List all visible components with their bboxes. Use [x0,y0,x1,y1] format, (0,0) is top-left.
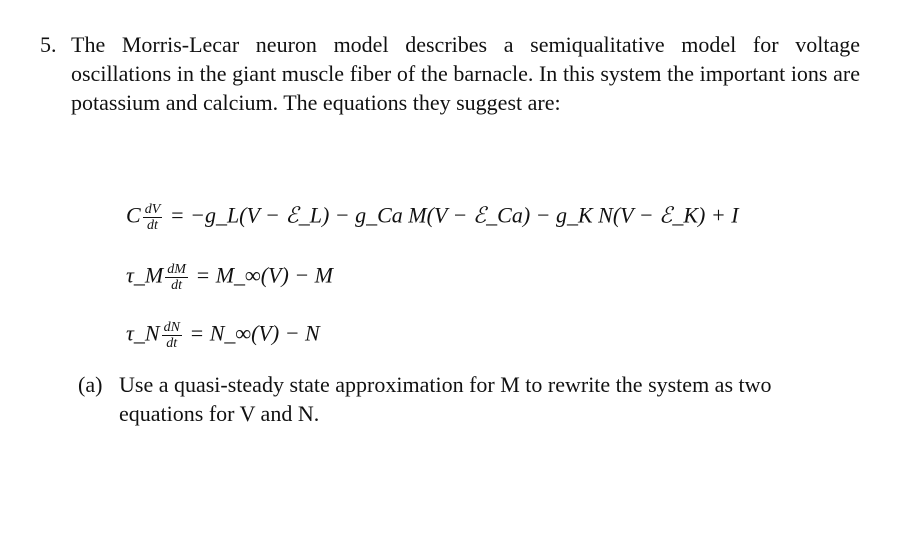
subpart-text: Use a quasi-steady state approximation for M to rewrite the system as two equations for V and N. [119,372,772,426]
equation-rhs: = N_∞(V) − N [189,320,320,346]
problem-number: 5. [40,32,57,57]
equation-rhs: = −g_L(V − ℰ_L) − g_Ca M(V − ℰ_Ca) − g_K N(V − ℰ_K) + I [169,202,739,228]
equation-coefficient: τ_N [126,320,160,346]
derivative-numerator: dM [167,262,186,277]
equation-coefficient: C [126,202,141,228]
derivative-fraction [143,202,163,233]
problem-5 [40,30,860,117]
equation-coefficient: τ_M [126,262,164,288]
equation-voltage [126,202,739,233]
subpart-label: (a) [78,372,103,397]
derivative-numerator: dV [144,202,161,217]
derivative-fraction [165,262,188,293]
derivative-denominator: dt [171,278,182,293]
equation-n-gating [126,320,320,351]
derivative-denominator: dt [147,218,158,233]
derivative-fraction [162,320,182,351]
equation-m-gating [126,262,333,293]
derivative-numerator: dN [163,320,180,335]
subpart-a [78,370,838,428]
equation-rhs: = M_∞(V) − M [195,262,333,288]
problem-statement: The Morris-Lecar neuron model describes a semiqualitative model for voltage oscillations in the giant muscle fiber of the barnacle. In this system the important ions are potassium and calcium. The equations they suggest are: [71,32,860,115]
derivative-denominator: dt [166,336,178,351]
